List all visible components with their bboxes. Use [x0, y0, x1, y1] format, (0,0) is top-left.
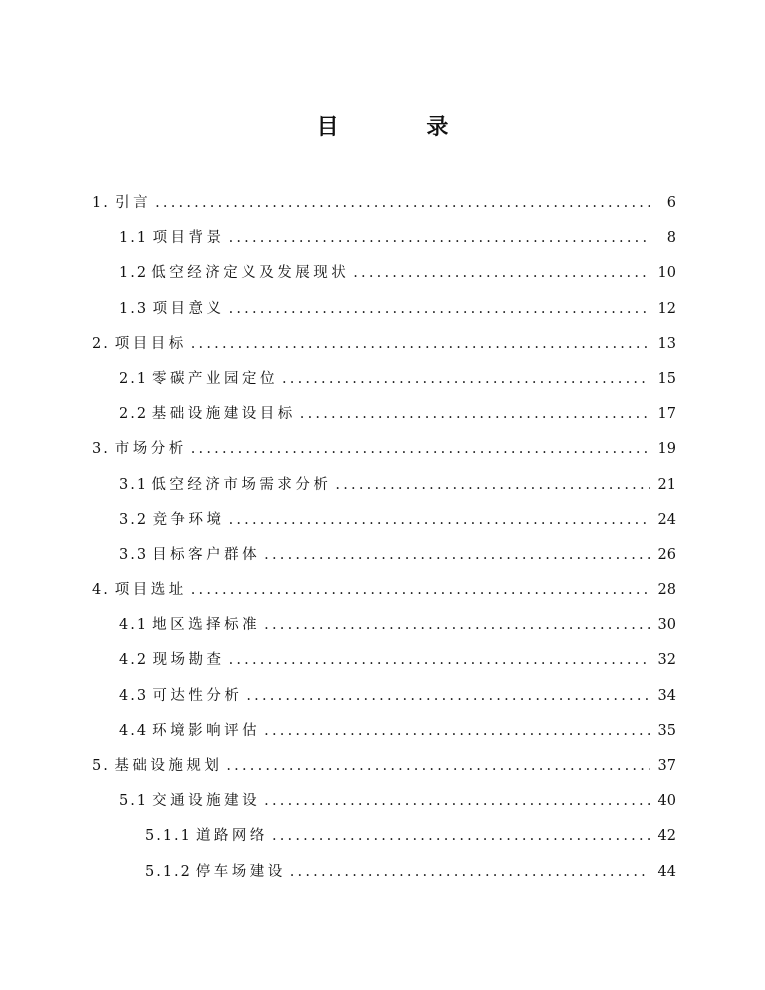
dot-leader	[229, 643, 650, 678]
toc-entry-title: 竞争环境	[152, 511, 225, 528]
dot-leader	[229, 292, 650, 327]
toc-entry-title: 环境影响评估	[152, 722, 261, 739]
toc-entry-page-number: 37	[657, 758, 676, 774]
toc-entry-title: 目标客户群体	[152, 546, 261, 563]
toc-entry-page-number: 44	[657, 863, 676, 880]
dot-leader	[335, 468, 650, 503]
toc-entry-title: 可达性分析	[152, 687, 243, 704]
toc-entry-number: 2.1	[119, 370, 149, 387]
toc-entry-title: 道路网络	[195, 828, 268, 845]
toc-entry-page-number: 42	[657, 828, 676, 845]
toc-entry-page-number: 32	[657, 652, 676, 669]
toc-entry-number: 2.2	[119, 406, 149, 423]
toc-entry-number: 1.3	[119, 300, 149, 317]
toc-entry[interactable]	[92, 573, 676, 608]
toc-entry-title: 基础设施建设目标	[151, 406, 296, 423]
page-title: 目 录	[316, 115, 489, 140]
toc-entry-title: 零碳产业园定位	[151, 370, 278, 387]
toc-entry-title: 项目目标	[114, 335, 187, 352]
dot-leader	[246, 679, 650, 714]
toc-entry-page-number: 40	[657, 793, 676, 810]
toc-entry[interactable]	[92, 432, 676, 467]
dot-leader	[155, 186, 650, 221]
toc-entry-page-number: 15	[657, 370, 676, 387]
toc-entry-title: 引言	[115, 195, 152, 211]
toc-entry-number: 5.1.1	[145, 828, 192, 845]
toc-entry[interactable]	[92, 679, 676, 714]
toc-entry-number: 3.	[92, 441, 110, 458]
dot-leader	[264, 714, 650, 749]
toc-entry[interactable]	[92, 608, 676, 643]
toc-entry-page-number: 10	[657, 265, 676, 282]
toc-entry[interactable]	[92, 819, 676, 854]
toc-entry-title: 现场勘查	[152, 652, 225, 669]
toc-entry-number: 1.1	[119, 230, 149, 247]
toc-entry-title: 地区选择标准	[152, 617, 261, 634]
toc-entry[interactable]	[92, 538, 676, 573]
toc-entry-number: 4.4	[119, 722, 149, 739]
toc-entry-title: 项目选址	[114, 582, 187, 599]
dot-leader	[229, 503, 650, 538]
toc-entry[interactable]	[92, 749, 676, 784]
dot-leader	[229, 221, 650, 256]
toc-entry-page-number: 13	[657, 335, 676, 352]
toc-entry[interactable]	[92, 503, 676, 538]
toc-entry-title: 低空经济定义及发展现状	[151, 265, 350, 282]
toc-entry-number: 4.1	[119, 617, 149, 634]
toc-entry-number: 4.	[92, 582, 110, 599]
toc-entry[interactable]	[92, 643, 676, 678]
toc-entry-number: 5.1.2	[145, 863, 192, 880]
dot-leader	[191, 432, 650, 467]
toc-entry-page-number: 30	[657, 617, 676, 634]
toc-entry-page-number: 12	[657, 300, 676, 317]
dot-leader	[353, 256, 650, 291]
toc-entry-title: 交通设施建设	[152, 793, 261, 810]
toc-entry[interactable]	[92, 362, 676, 397]
dot-leader	[290, 855, 650, 890]
toc-entry-title: 项目背景	[152, 230, 225, 247]
toc-entry[interactable]	[92, 256, 676, 291]
dot-leader	[264, 608, 650, 643]
toc-entry-page-number: 19	[657, 441, 676, 458]
toc-entry-number: 5.	[92, 758, 110, 774]
dot-leader	[300, 397, 650, 432]
toc-entry-title: 低空经济市场需求分析	[151, 476, 332, 493]
toc-entry-number: 1.2	[119, 265, 149, 282]
toc-entry-number: 2.	[92, 335, 110, 352]
toc-entry-title: 停车场建设	[195, 863, 286, 880]
toc-entry-number: 1.	[92, 195, 110, 211]
toc-entry-title: 基础设施规划	[114, 758, 223, 774]
toc-entry[interactable]	[92, 186, 676, 221]
dot-leader	[272, 819, 650, 854]
toc-entry-number: 3.1	[119, 476, 149, 493]
toc-entry-page-number: 28	[657, 582, 676, 599]
dot-leader	[282, 362, 650, 397]
dot-leader	[264, 538, 650, 573]
table-of-contents	[92, 186, 676, 890]
toc-entry-title: 项目意义	[152, 300, 225, 317]
toc-entry-number: 3.3	[119, 546, 149, 563]
toc-entry-page-number: 17	[657, 406, 676, 423]
dot-leader	[226, 749, 650, 784]
toc-entry[interactable]	[92, 784, 676, 819]
toc-entry-page-number: 34	[657, 687, 676, 704]
toc-entry-number: 4.3	[119, 687, 149, 704]
toc-entry-page-number: 24	[657, 511, 676, 528]
toc-entry-page-number: 26	[657, 546, 676, 563]
dot-leader	[191, 327, 650, 362]
toc-entry[interactable]	[92, 468, 676, 503]
toc-entry[interactable]	[92, 327, 676, 362]
dot-leader	[264, 784, 650, 819]
toc-entry-number: 3.2	[119, 511, 149, 528]
dot-leader	[191, 573, 650, 608]
toc-entry-number: 4.2	[119, 652, 149, 669]
toc-entry-page-number: 35	[657, 722, 676, 739]
toc-entry[interactable]	[92, 221, 676, 256]
toc-entry[interactable]	[92, 714, 676, 749]
toc-entry-page-number: 8	[666, 230, 676, 247]
toc-entry[interactable]	[92, 855, 676, 890]
toc-entry[interactable]	[92, 292, 676, 327]
toc-entry-page-number: 6	[666, 195, 676, 211]
toc-entry-title: 市场分析	[114, 441, 187, 458]
toc-entry-number: 5.1	[119, 793, 149, 810]
toc-entry[interactable]	[92, 397, 676, 432]
toc-entry-page-number: 21	[657, 476, 676, 493]
